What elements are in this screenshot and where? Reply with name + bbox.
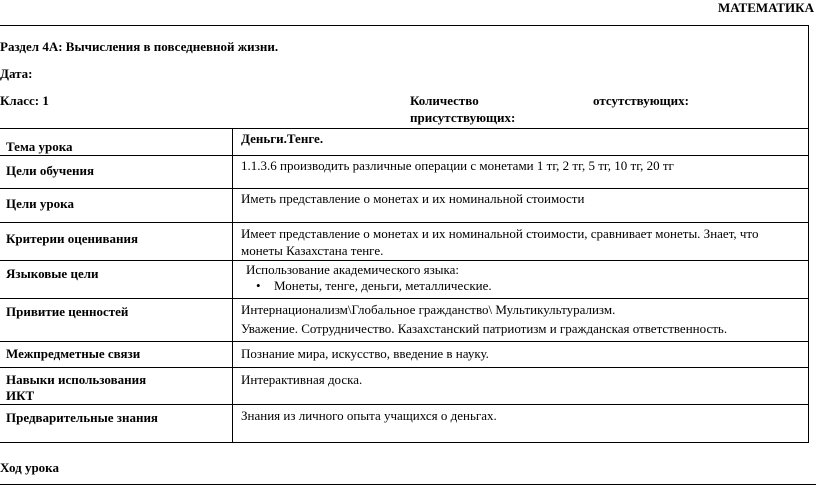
row-label-interdisciplinary: Межпредметные связи bbox=[6, 346, 141, 361]
column-divider bbox=[232, 128, 233, 443]
date-label: Дата: bbox=[0, 66, 33, 81]
row-label-ict-line1: Навыки использования bbox=[6, 372, 147, 387]
row-label-prior-knowledge: Предварительные знания bbox=[6, 410, 158, 425]
lesson-flow-heading: Ход урока bbox=[0, 460, 59, 475]
table-row bbox=[0, 367, 809, 368]
divider bbox=[0, 484, 816, 485]
row-value-values-line2: Уважение. Сотрудничество. Казахстанский патриотизм и гражданская ответственность. bbox=[241, 321, 728, 336]
row-value-interdisciplinary: Познание мира, искусство, введение в науку. bbox=[241, 346, 489, 361]
row-value-ict: Интерактивная доска. bbox=[241, 372, 363, 387]
row-label-lesson-goals: Цели урока bbox=[6, 196, 74, 211]
row-label-ict-line2: ИКТ bbox=[6, 388, 35, 403]
row-value-language-line2: Монеты, тенге, деньги, металлические. bbox=[274, 278, 492, 293]
table-row bbox=[0, 188, 809, 189]
row-value-topic: Деньги.Тенге. bbox=[241, 131, 324, 146]
row-value-criteria-line2: монеты Казахстана тенге. bbox=[241, 243, 384, 258]
row-value-criteria-line1: Имеет представление о монетах и их номинальной стоимости, сравнивает монеты. Знает, что bbox=[241, 226, 759, 241]
row-label-values: Привитие ценностей bbox=[6, 304, 129, 319]
row-value-prior-knowledge: Знания из личного опыта учащихся о деньгах. bbox=[241, 408, 497, 423]
subject-title: МАТЕМАТИКА bbox=[718, 0, 814, 15]
count-label: Количество bbox=[410, 93, 479, 108]
row-label-language-goals: Языковые цели bbox=[6, 266, 99, 281]
row-label-learning-goals: Цели обучения bbox=[6, 163, 95, 178]
row-value-lesson-goals: Иметь представление о монетах и их номинальной стоимости bbox=[241, 191, 585, 206]
row-value-values-line1: Интернационализм\Глобальное гражданство\ Мультикультурализм. bbox=[241, 302, 616, 317]
table-row bbox=[0, 155, 809, 156]
bullet-marker: • bbox=[256, 278, 261, 293]
section-title: Раздел 4А: Вычисления в повседневной жизни. bbox=[0, 39, 279, 54]
table-row bbox=[0, 128, 809, 129]
class-label: Класс: 1 bbox=[0, 93, 49, 108]
table-row bbox=[0, 298, 809, 299]
row-label-topic: Тема урока bbox=[6, 139, 73, 154]
table-row bbox=[0, 222, 809, 223]
present-label: присутствующих: bbox=[410, 110, 516, 125]
row-label-criteria: Критерии оценивания bbox=[6, 231, 139, 246]
row-value-language-line1: Использование академического языка: bbox=[246, 262, 459, 277]
absent-label: отсутствующих: bbox=[593, 93, 689, 108]
table-row bbox=[0, 404, 809, 405]
row-value-learning-goals: 1.1.3.6 производить различные операции с монетами 1 тг, 2 тг, 5 тг, 10 тг, 20 тг bbox=[241, 158, 674, 173]
table-row bbox=[0, 341, 809, 342]
